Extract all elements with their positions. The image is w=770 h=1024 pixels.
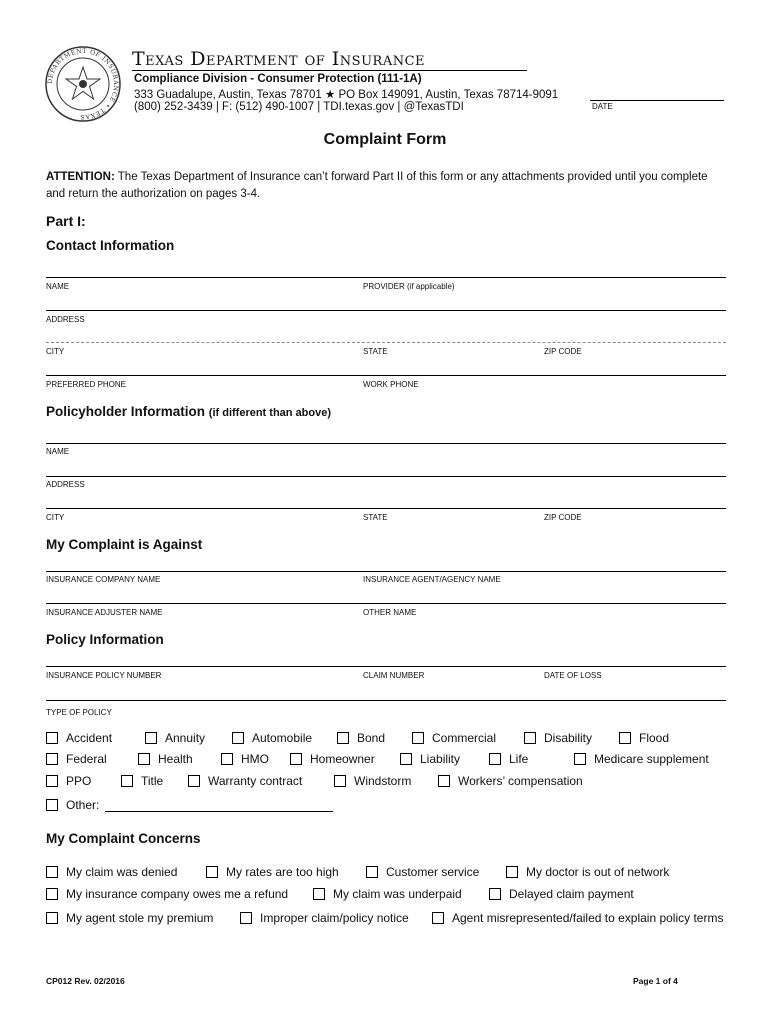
policyholder-address-label: ADDRESS <box>46 480 85 489</box>
policyholder-heading <box>46 404 331 419</box>
checkbox-workers-compensation[interactable] <box>438 774 583 788</box>
checkbox-claim-denied[interactable] <box>46 865 177 879</box>
policyholder-address-field[interactable] <box>46 476 726 477</box>
checkbox-label: Improper claim/policy notice <box>260 911 409 925</box>
checkbox-box[interactable] <box>400 753 412 765</box>
concerns-heading: My Complaint Concerns <box>46 831 201 846</box>
checkbox-box[interactable] <box>145 732 157 744</box>
checkbox-label: Homeowner <box>310 752 375 766</box>
form-id: CP012 Rev. 02/2016 <box>46 976 125 986</box>
checkbox-box[interactable] <box>432 912 444 924</box>
policyholder-name-field[interactable] <box>46 443 726 444</box>
checkbox-label: My claim was denied <box>66 865 178 879</box>
checkbox-box[interactable] <box>524 732 536 744</box>
checkbox-box[interactable] <box>240 912 252 924</box>
checkbox-box[interactable] <box>46 775 58 787</box>
checkbox-label: Commercial <box>432 731 497 745</box>
checkbox-warranty-contract[interactable] <box>188 774 302 788</box>
adjuster-field[interactable] <box>46 603 726 604</box>
preferred-phone-label: PREFERRED PHONE <box>46 380 127 389</box>
checkbox-label: Other: <box>66 798 100 812</box>
checkbox-label: My agent stole my premium <box>66 911 214 925</box>
checkbox-box[interactable] <box>438 775 450 787</box>
checkbox-customer-service[interactable] <box>366 865 479 879</box>
checkbox-flood[interactable] <box>619 731 669 745</box>
checkbox-automobile[interactable] <box>232 731 312 745</box>
checkbox-label: Disability <box>544 731 593 745</box>
checkbox-box[interactable] <box>619 732 631 744</box>
address-label: ADDRESS <box>46 315 85 324</box>
checkbox-improper-notice[interactable] <box>240 911 409 925</box>
checkbox-federal[interactable] <box>46 752 107 766</box>
checkbox-label: Automobile <box>252 731 313 745</box>
checkbox-label: Liability <box>420 752 461 766</box>
agency-address: 333 Guadalupe, Austin, Texas 78701 ★ PO Box 149091, Austin, Texas 78714-9091 <box>134 89 559 101</box>
zip-label: ZIP CODE <box>544 347 582 356</box>
date-of-loss-label: DATE OF LOSS <box>544 671 602 680</box>
division-name: Compliance Division - Consumer Protection (111-1A) <box>134 73 422 85</box>
checkbox-windstorm[interactable] <box>334 774 411 788</box>
checkbox-health[interactable] <box>138 752 193 766</box>
other-name-label: OTHER NAME <box>363 608 417 617</box>
phone-field[interactable] <box>46 375 726 376</box>
checkbox-label: My insurance company owes me a refund <box>66 887 289 901</box>
agency-name: Texas Department of Insurance <box>132 48 426 70</box>
part-one-label: Part I: <box>46 213 86 229</box>
address-field[interactable] <box>46 310 726 311</box>
header-rule <box>132 70 527 71</box>
checkbox-box[interactable] <box>232 732 244 744</box>
checkbox-medicare-supplement[interactable] <box>574 752 709 766</box>
contact-heading: Contact Information <box>46 238 175 253</box>
policyholder-name-label: NAME <box>46 447 70 456</box>
date-field[interactable] <box>590 100 724 101</box>
checkbox-label: Delayed claim payment <box>509 887 634 901</box>
policyholder-heading-text: Policyholder Information <box>46 404 206 419</box>
city-label: CITY <box>46 347 65 356</box>
checkbox-box[interactable] <box>121 775 133 787</box>
adjuster-label: INSURANCE ADJUSTER NAME <box>46 608 163 617</box>
type-of-policy-rule <box>46 700 726 701</box>
checkbox-accident[interactable] <box>46 731 112 745</box>
policy-number-label: INSURANCE POLICY NUMBER <box>46 671 162 680</box>
checkbox-box[interactable] <box>334 775 346 787</box>
checkbox-label: Accident <box>66 731 113 745</box>
checkbox-ppo[interactable] <box>46 774 91 788</box>
policyholder-heading-sub: (if different than above) <box>208 407 332 419</box>
checkbox-bond[interactable] <box>337 731 385 745</box>
policyholder-zip-label: ZIP CODE <box>544 513 582 522</box>
checkbox-liability[interactable] <box>400 752 460 766</box>
svg-text:DEPARTMENT OF INSURANCE • TEXA: DEPARTMENT OF INSURANCE • TEXAS <box>46 47 120 121</box>
policyholder-state-label: STATE <box>363 513 388 522</box>
form-title: Complaint Form <box>323 131 447 148</box>
checkbox-label: Bond <box>357 731 386 745</box>
checkbox-box[interactable] <box>46 799 58 811</box>
checkbox-box[interactable] <box>46 866 58 878</box>
checkbox-homeowner[interactable] <box>290 752 375 766</box>
checkbox-label: Annuity <box>165 731 206 745</box>
checkbox-life[interactable] <box>489 752 528 766</box>
checkbox-label: Title <box>141 774 164 788</box>
type-of-policy-label: TYPE OF POLICY <box>46 708 112 717</box>
state-label: STATE <box>363 347 388 356</box>
checkbox-box[interactable] <box>574 753 586 765</box>
name-label: NAME <box>46 282 70 291</box>
checkbox-label: Medicare supplement <box>594 752 709 766</box>
checkbox-box[interactable] <box>290 753 302 765</box>
name-field[interactable] <box>46 277 726 278</box>
checkbox-box[interactable] <box>337 732 349 744</box>
attention-notice <box>46 169 726 203</box>
checkbox-agent-misrepresented[interactable] <box>432 911 723 925</box>
checkbox-box[interactable] <box>412 732 424 744</box>
checkbox-label: PPO <box>66 774 92 788</box>
page-number: Page 1 of 4 <box>633 976 678 986</box>
against-heading: My Complaint is Against <box>46 537 203 552</box>
provider-label: PROVIDER (if applicable) <box>363 282 455 291</box>
claim-number-label: CLAIM NUMBER <box>363 671 425 680</box>
checkbox-box[interactable] <box>206 866 218 878</box>
checkbox-label: HMO <box>241 752 269 766</box>
checkbox-label: Health <box>158 752 193 766</box>
checkbox-label: Federal <box>66 752 107 766</box>
checkbox-label: My claim was underpaid <box>333 887 462 901</box>
checkbox-agent-stole-premium[interactable] <box>46 911 213 925</box>
checkbox-doctor-out-of-network[interactable] <box>506 865 669 879</box>
checkbox-claim-underpaid[interactable] <box>313 887 462 901</box>
city-field[interactable] <box>46 342 726 343</box>
policyholder-city-label: CITY <box>46 513 65 522</box>
checkbox-label: Flood <box>639 731 670 745</box>
checkbox-box[interactable] <box>366 866 378 878</box>
checkbox-commercial[interactable] <box>412 731 496 745</box>
checkbox-box[interactable] <box>221 753 233 765</box>
agent-label: INSURANCE AGENT/AGENCY NAME <box>363 575 501 584</box>
tdi-seal-logo <box>44 45 122 123</box>
policy-number-field[interactable] <box>46 666 726 667</box>
date-label: DATE <box>592 102 613 111</box>
checkbox-label: My doctor is out of network <box>526 865 670 879</box>
checkbox-annuity[interactable] <box>145 731 205 745</box>
checkbox-box[interactable] <box>313 888 325 900</box>
checkbox-box[interactable] <box>46 888 58 900</box>
checkbox-label: Windstorm <box>354 774 412 788</box>
checkbox-rates-too-high[interactable] <box>206 865 339 879</box>
checkbox-label: Life <box>509 752 529 766</box>
attention-text: The Texas Department of Insurance can’t forward Part II of this form or any attachments provided until you complete and return the authorization on pages 3-4. <box>46 171 708 200</box>
checkbox-hmo[interactable] <box>221 752 269 766</box>
company-label: INSURANCE COMPANY NAME <box>46 575 161 584</box>
checkbox-box[interactable] <box>46 912 58 924</box>
policy-heading: Policy Information <box>46 632 164 647</box>
checkbox-box[interactable] <box>138 753 150 765</box>
agency-contact-line: (800) 252-3439 | F: (512) 490-1007 | TDI.texas.gov | @TexasTDI <box>134 101 464 113</box>
checkbox-label: Warranty contract <box>208 774 303 788</box>
company-field[interactable] <box>46 571 726 572</box>
attention-label: ATTENTION: <box>46 171 115 183</box>
checkbox-box[interactable] <box>489 753 501 765</box>
checkbox-disability[interactable] <box>524 731 592 745</box>
checkbox-owes-refund[interactable] <box>46 887 288 901</box>
checkbox-box[interactable] <box>489 888 501 900</box>
checkbox-box[interactable] <box>188 775 200 787</box>
checkbox-label: Workers’ compensation <box>458 774 583 788</box>
checkbox-delayed-payment[interactable] <box>489 887 634 901</box>
checkbox-label: Agent misrepresented/failed to explain policy terms <box>452 911 724 925</box>
checkbox-label: Customer service <box>386 865 480 879</box>
work-phone-label: WORK PHONE <box>363 380 419 389</box>
checkbox-other[interactable] <box>46 798 333 812</box>
checkbox-box[interactable] <box>506 866 518 878</box>
policyholder-city-field[interactable] <box>46 508 726 509</box>
checkbox-label: My rates are too high <box>226 865 339 879</box>
other-policy-input[interactable] <box>105 799 333 812</box>
checkbox-box[interactable] <box>46 732 58 744</box>
checkbox-box[interactable] <box>46 753 58 765</box>
checkbox-title[interactable] <box>121 774 163 788</box>
